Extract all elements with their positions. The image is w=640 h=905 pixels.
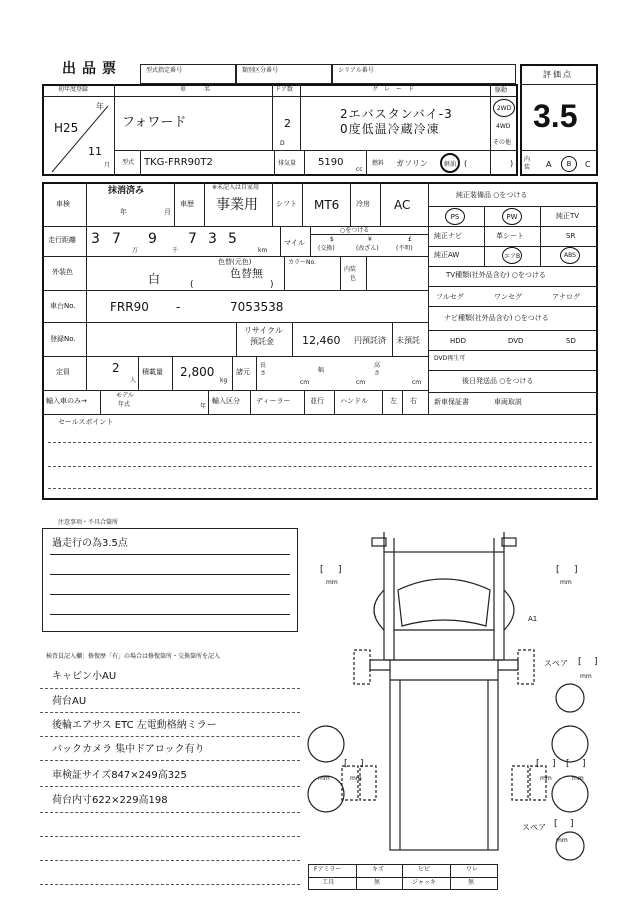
recycle-not-deposited: 未預託 <box>396 336 420 345</box>
mm-tr: mm <box>560 579 572 586</box>
color-value: 白 <box>148 272 161 286</box>
inspection-label: 車検 <box>56 200 70 208</box>
footer-r1: 工具 <box>322 879 335 886</box>
displacement-label: 排気量 <box>278 160 297 167</box>
footer-r4: 無 <box>468 879 475 886</box>
mileage-opt1b: (交換) <box>318 245 335 252</box>
navi-sd: SD <box>566 337 576 345</box>
equip-pw-circle: PW <box>502 208 522 225</box>
mileage-opt3: £ <box>408 236 412 243</box>
footer-r3: ジャッキ <box>412 879 436 886</box>
color-change-label: 色替(元色) <box>218 258 252 266</box>
wheel-rear-right-outer <box>530 766 546 800</box>
inspection-month: 月 <box>164 208 171 216</box>
bracket-tl-open: [ <box>320 565 324 575</box>
len-cm: cm <box>300 379 310 386</box>
interior-b-circle: B <box>561 156 577 172</box>
grade-label: グレード <box>372 86 421 93</box>
vehicle-name: フォワード <box>122 115 187 130</box>
rating-label: 評価点 <box>543 70 573 79</box>
bracket-ml-close: ] <box>360 759 364 769</box>
recycle-label-1: リサイクル <box>244 326 283 335</box>
mileage-opt2b: (改ざん) <box>356 245 379 252</box>
grade-line2: 0度低温冷蔵冷凍 <box>340 122 440 136</box>
import-right: 右 <box>410 397 417 405</box>
fuel-diesel-circle: 軽油 <box>440 153 460 173</box>
inspection-value: 抹消済み <box>108 186 145 196</box>
load-label: 積載量 <box>142 368 163 376</box>
dvd-label: DVD再生可 <box>434 355 466 362</box>
equipment-header: 純正装備品 ○をつける <box>456 191 528 199</box>
form-type-label: 型式指定番号 <box>146 67 183 74</box>
fuel-paren-close: ) <box>510 159 514 168</box>
mileage-km: km <box>258 247 268 254</box>
width-cm: cm <box>356 379 366 386</box>
mileage-digit-3: 9 <box>148 231 157 247</box>
equip-abs-circle: ABS <box>560 247 580 264</box>
width-label: 幅 <box>318 367 325 374</box>
color-label: 外装色 <box>52 268 73 276</box>
doors-label: ドア数 <box>275 86 293 93</box>
seats-value: 2 <box>112 361 120 375</box>
import-label: 輸入車のみ→ <box>46 397 87 405</box>
tv-analog: アナログ <box>552 293 580 301</box>
inspector-line-3: 後輪エアサス ETC 左電動格納ミラー <box>52 720 217 731</box>
inspector-line-1: キャビン小AU <box>52 671 117 682</box>
import-parallel: 並行 <box>310 397 324 405</box>
color-change-value: 色替無 <box>230 267 263 280</box>
inspector-line-4: バックカメラ 集中ドアロック有り <box>52 744 205 755</box>
load-kg: kg <box>220 377 228 384</box>
drive-4wd: 4WD <box>496 123 511 130</box>
category-label: 類別区分番号 <box>242 67 279 74</box>
month-unit: 月 <box>104 162 111 169</box>
spare-bracket-bottom-open: [ <box>554 819 558 829</box>
tv-header: TV種類(社外品含む) ○をつける <box>446 271 546 279</box>
import-handle: ハンドル <box>340 397 368 405</box>
wheel-front-left <box>354 650 370 684</box>
color-no-label: カラーNo. <box>288 259 316 266</box>
color-paren-close: ) <box>270 280 274 290</box>
equip-sr: SR <box>566 232 576 240</box>
chassis-number: 7053538 <box>230 300 284 314</box>
mileage-digit-5: 3 <box>208 231 217 247</box>
dims-label: 諸元 <box>236 368 250 376</box>
year-unit: 年 <box>96 102 104 111</box>
damage-a1: A1 <box>528 615 538 623</box>
inspector-line-6: 荷台内寸622×229高198 <box>52 795 168 806</box>
bracket-mr-close: ] <box>552 759 556 769</box>
fuel-paren-open: ( <box>464 159 468 168</box>
mileage-digit-2: 7 <box>112 231 121 247</box>
navi-hdd: HDD <box>450 337 467 345</box>
interior-color-label-1: 内装 <box>344 266 357 273</box>
equip-navi: 純正ナビ <box>434 232 462 240</box>
inspection-year: 年 <box>120 208 127 216</box>
after-manual: 車両取説 <box>494 398 522 406</box>
doors-value: 2 <box>284 117 291 130</box>
len-label: 長さ <box>260 362 267 377</box>
interior-color-label-2: 色 <box>350 275 357 282</box>
inspector-line-5: 車検証サイズ847×249高325 <box>52 770 187 781</box>
recycle-deposited: 預託済 <box>362 336 386 345</box>
wheel-front-right <box>518 650 534 684</box>
spare-tire-top <box>556 684 584 712</box>
wheel-rear-left-inner <box>360 766 376 800</box>
history-label: 車歴 <box>180 200 194 208</box>
color-paren-open: ( <box>190 280 194 290</box>
equip-aw: 純正AW <box>434 251 460 259</box>
interior-label: 内装 <box>524 156 531 171</box>
ac-value: AC <box>394 198 411 212</box>
model-value: TKG-FRR90T2 <box>144 157 213 168</box>
form-title: 出品票 <box>62 61 122 77</box>
bracket-mr2-open: [ <box>566 759 570 769</box>
import-year: 年 <box>200 403 207 410</box>
cargo-bed <box>390 660 498 850</box>
mm-ml-1: mm <box>318 775 330 782</box>
import-left: 左 <box>390 397 397 405</box>
cab-outline <box>384 552 504 660</box>
truck-diagram <box>300 530 600 862</box>
registration-label: 登録No. <box>50 335 76 343</box>
bed-rear-bumper <box>498 660 518 670</box>
chassis-dash: - <box>176 300 181 314</box>
displacement-value: 5190 <box>318 157 344 168</box>
seats-unit: 人 <box>130 377 137 384</box>
equip-leather: 革シート <box>496 232 524 240</box>
bracket-ml-open: [ <box>344 759 348 769</box>
inspector-label: 検査員記入欄：修復歴「有」の場合は修復箇所・交換箇所を記入 <box>46 653 221 660</box>
bracket-mr2-close: ] <box>582 759 586 769</box>
load-value: 2,800 <box>180 365 215 379</box>
footer-h2: キズ <box>372 866 384 873</box>
spare-label-top: スペア <box>544 659 568 668</box>
history-value: 事業用 <box>216 197 258 213</box>
name-label: 車名 <box>180 86 229 93</box>
grade-line1: 2エバスタンバイ-3 <box>340 107 453 121</box>
fuel-gasoline: ガソリン <box>396 159 428 168</box>
spare-bracket-bottom-close: ] <box>570 819 574 829</box>
import-dealer: ディーラー <box>256 397 291 405</box>
inspector-line-2: 荷台AU <box>52 696 87 707</box>
sales-point-label: セールスポイント <box>58 418 114 426</box>
reg-era: H25 <box>54 121 79 135</box>
mm-mr-2: mm <box>572 775 584 782</box>
ac-label: 冷房 <box>356 200 370 208</box>
notes-line-1: 過走行の為3.5点 <box>52 538 128 549</box>
wheel-arch-left <box>374 590 384 630</box>
tire-right-front <box>552 726 588 762</box>
mileage-mile: マイル <box>284 239 305 247</box>
rating-value: 3.5 <box>533 98 578 134</box>
tv-oneseg: ワンセグ <box>494 293 522 301</box>
recycle-unit: 円 <box>354 336 362 345</box>
interior-a: A <box>546 160 552 169</box>
mm-spare-bottom: mm <box>556 837 568 844</box>
equip-airbag-circle: エアB <box>502 247 522 264</box>
mileage-opt3b: (不明) <box>396 245 413 252</box>
reg-year-label: 初年度登録 <box>58 86 89 93</box>
navi-dvd: DVD <box>508 337 524 345</box>
mileage-digit-1: 3 <box>91 231 100 247</box>
drive-other: その他 <box>493 139 512 146</box>
model-year-1: モデル <box>116 392 134 399</box>
model-year-2: 年式 <box>118 401 131 408</box>
mileage-sen: 千 <box>172 247 179 254</box>
bracket-tl-close: ] <box>338 565 342 575</box>
shift-label: シフト <box>276 200 297 208</box>
mm-mr-1: mm <box>540 775 552 782</box>
wheel-rear-right-inner <box>512 766 528 800</box>
footer-h3: ヒビ <box>418 866 431 873</box>
bed-front-bumper <box>370 660 390 670</box>
spare-bracket-top-close: ] <box>594 657 598 667</box>
wheel-arch-right <box>504 590 514 630</box>
recycle-label-2: 預託金 <box>250 337 274 346</box>
drive-2wd-circle: 2WD <box>493 99 515 117</box>
reg-month: 11 <box>88 145 102 158</box>
mm-spare-top: mm <box>580 673 592 680</box>
tire-left-front <box>308 726 344 762</box>
footer-h4: ワレ <box>466 866 479 873</box>
footer-h1: Fアミラー <box>314 866 342 873</box>
interior-c: C <box>585 160 591 169</box>
seats-label: 定員 <box>56 368 70 376</box>
bracket-tr-close: ] <box>574 565 578 575</box>
height-label: 高さ <box>374 362 381 377</box>
doors-unit: D <box>280 140 285 147</box>
mileage-digit-4: 7 <box>188 231 197 247</box>
model-label: 型式 <box>122 159 135 166</box>
bracket-mr-open: [ <box>536 759 540 769</box>
fuel-label: 燃料 <box>372 160 385 167</box>
mileage-man: 万 <box>132 247 139 254</box>
windshield <box>398 579 490 626</box>
import-type: 輸入区分 <box>212 397 240 405</box>
shift-value: MT6 <box>314 198 340 212</box>
chassis-label: 車台No. <box>50 302 76 310</box>
after-header: 後日発送品 ○をつける <box>462 377 534 385</box>
mileage-opt2: ¥ <box>368 236 372 243</box>
footer-r2: 無 <box>374 879 381 886</box>
mm-tl: mm <box>326 579 338 586</box>
serial-label: シリアル番号 <box>338 67 374 74</box>
notes-label: 注意事項・不具合箇所 <box>58 519 119 526</box>
recycle-value: 12,460 <box>302 334 341 347</box>
equip-tv: 純正TV <box>556 212 580 220</box>
mileage-label: 走行距離 <box>48 236 76 244</box>
tv-fullseg: フルセグ <box>436 293 464 301</box>
equip-ps-circle: PS <box>445 208 465 225</box>
mm-ml-2: mm <box>350 775 362 782</box>
spare-bracket-top-open: [ <box>578 657 582 667</box>
chassis-prefix: FRR90 <box>110 300 149 314</box>
mileage-opt1: $ <box>330 236 334 243</box>
cc-unit: cc <box>356 166 363 173</box>
after-warranty: 新車保証書 <box>434 398 469 406</box>
navi-header: ナビ種類(社外品含む) ○をつける <box>444 314 549 322</box>
history-note: ※未記入は自家用 <box>212 184 260 191</box>
mileage-digit-6: 5 <box>228 231 237 247</box>
height-cm: cm <box>412 379 422 386</box>
bracket-tr-open: [ <box>556 565 560 575</box>
drive-label: 駆動 <box>495 87 508 94</box>
mileage-circle-note: ○をつける <box>340 227 370 234</box>
spare-label-bottom: スペア <box>522 823 546 832</box>
